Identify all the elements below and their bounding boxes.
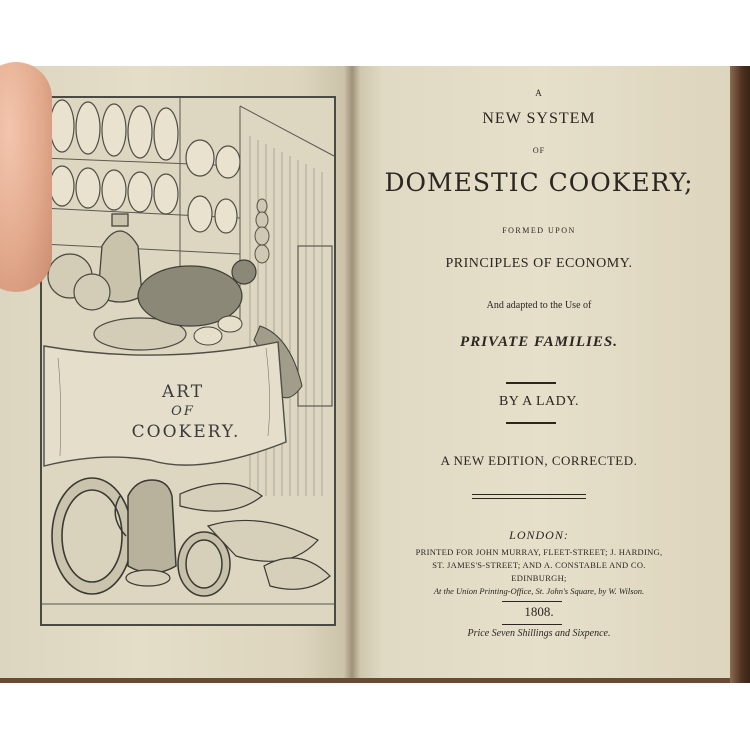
double-rule-1 [472, 494, 586, 495]
title-of: OF [532, 146, 546, 155]
title-page [362, 80, 716, 660]
imprint-london: LONDON: [509, 528, 569, 542]
title-adapted: And adapted to the Use of [486, 300, 592, 311]
title-new-system: NEW SYSTEM [482, 110, 596, 127]
imprint-line-1: PRINTED FOR JOHN MURRAY, FLEET-STREET; J. HARDING, [415, 547, 663, 557]
title-formed-upon: FORMED UPON [502, 226, 576, 235]
title-private-families: PRIVATE FAMILIES. [460, 334, 618, 350]
title-edition: A NEW EDITION, CORRECTED. [440, 453, 638, 468]
ornament-rule-top [506, 382, 556, 384]
imprint-line-3: EDINBURGH; [511, 573, 567, 583]
imprint-year: 1808. [524, 604, 554, 619]
main-title: DOMESTIC COOKERY; [384, 168, 694, 197]
year-rule [502, 601, 562, 602]
frontispiece-cookery-label: COOKERY. [131, 422, 241, 442]
engraving-illustration [40, 96, 336, 626]
ornament-rule-bottom [506, 422, 556, 424]
imprint-line-4: At the Union Printing-Office, St. John's Square, by W. Wilson. [433, 586, 645, 596]
frontispiece-art-label: ART [161, 382, 205, 402]
title-a: A [535, 88, 543, 98]
frontispiece-engraving [40, 96, 336, 626]
price-rule [502, 624, 562, 625]
imprint-price: Price Seven Shillings and Sixpence. [467, 628, 611, 639]
imprint-line-2: ST. JAMES'S-STREET; AND A. CONSTABLE AND CO. [432, 560, 646, 570]
title-author: BY A LADY. [498, 394, 580, 409]
page-gutter [344, 66, 360, 678]
book-edge [730, 66, 750, 683]
holding-thumb [0, 62, 52, 292]
double-rule-2 [472, 498, 586, 499]
frontispiece-of-label: OF [171, 404, 195, 419]
title-principles: PRINCIPLES OF ECONOMY. [445, 256, 633, 271]
